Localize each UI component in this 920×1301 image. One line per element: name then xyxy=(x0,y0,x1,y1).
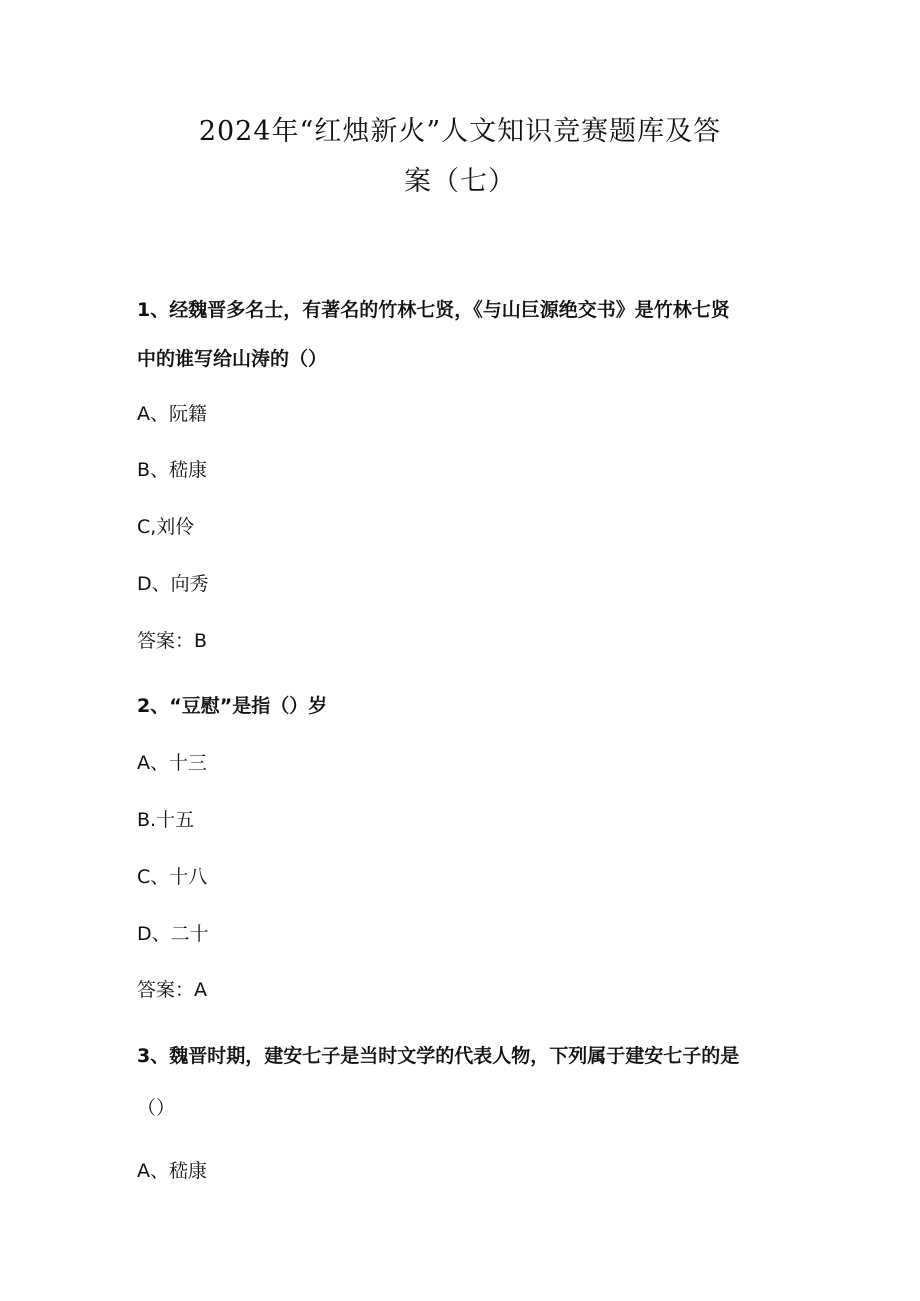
question-2-option-d: D、二十 xyxy=(137,923,209,945)
question-2-text: 2、“豆慰”是指（）岁 xyxy=(137,695,328,717)
question-1-text-cont: 中的谁写给山涛的（） xyxy=(137,348,328,370)
question-2-option-a: A、十三 xyxy=(137,752,207,774)
question-3-text: 3、魏晋时期，建安七子是当时文学的代表人物，下列属于建安七子的是 xyxy=(137,1045,740,1067)
document-title-line-1: 2024年“红烛新火”人文知识竞赛题库及答 xyxy=(198,116,722,147)
question-2-option-c: C、十八 xyxy=(137,866,208,888)
question-2-answer: 答案：A xyxy=(137,979,207,1001)
question-3-option-a: A、嵇康 xyxy=(137,1160,207,1182)
question-1-option-d: D、向秀 xyxy=(137,573,209,595)
question-1-option-b: B、嵇康 xyxy=(137,459,208,481)
question-1-option-c: C,刘伶 xyxy=(137,516,195,538)
question-1-answer: 答案：B xyxy=(137,630,208,652)
question-2-option-b: B.十五 xyxy=(137,809,195,831)
question-3-text-cont: （） xyxy=(137,1097,176,1119)
document-title-line-2: 案（七） xyxy=(404,166,516,197)
question-1-option-a: A、阮籍 xyxy=(137,403,207,425)
question-1-text: 1、经魏晋多名士，有著名的竹林七贤，《与山巨源绝交书》是竹林七贤 xyxy=(137,299,730,321)
